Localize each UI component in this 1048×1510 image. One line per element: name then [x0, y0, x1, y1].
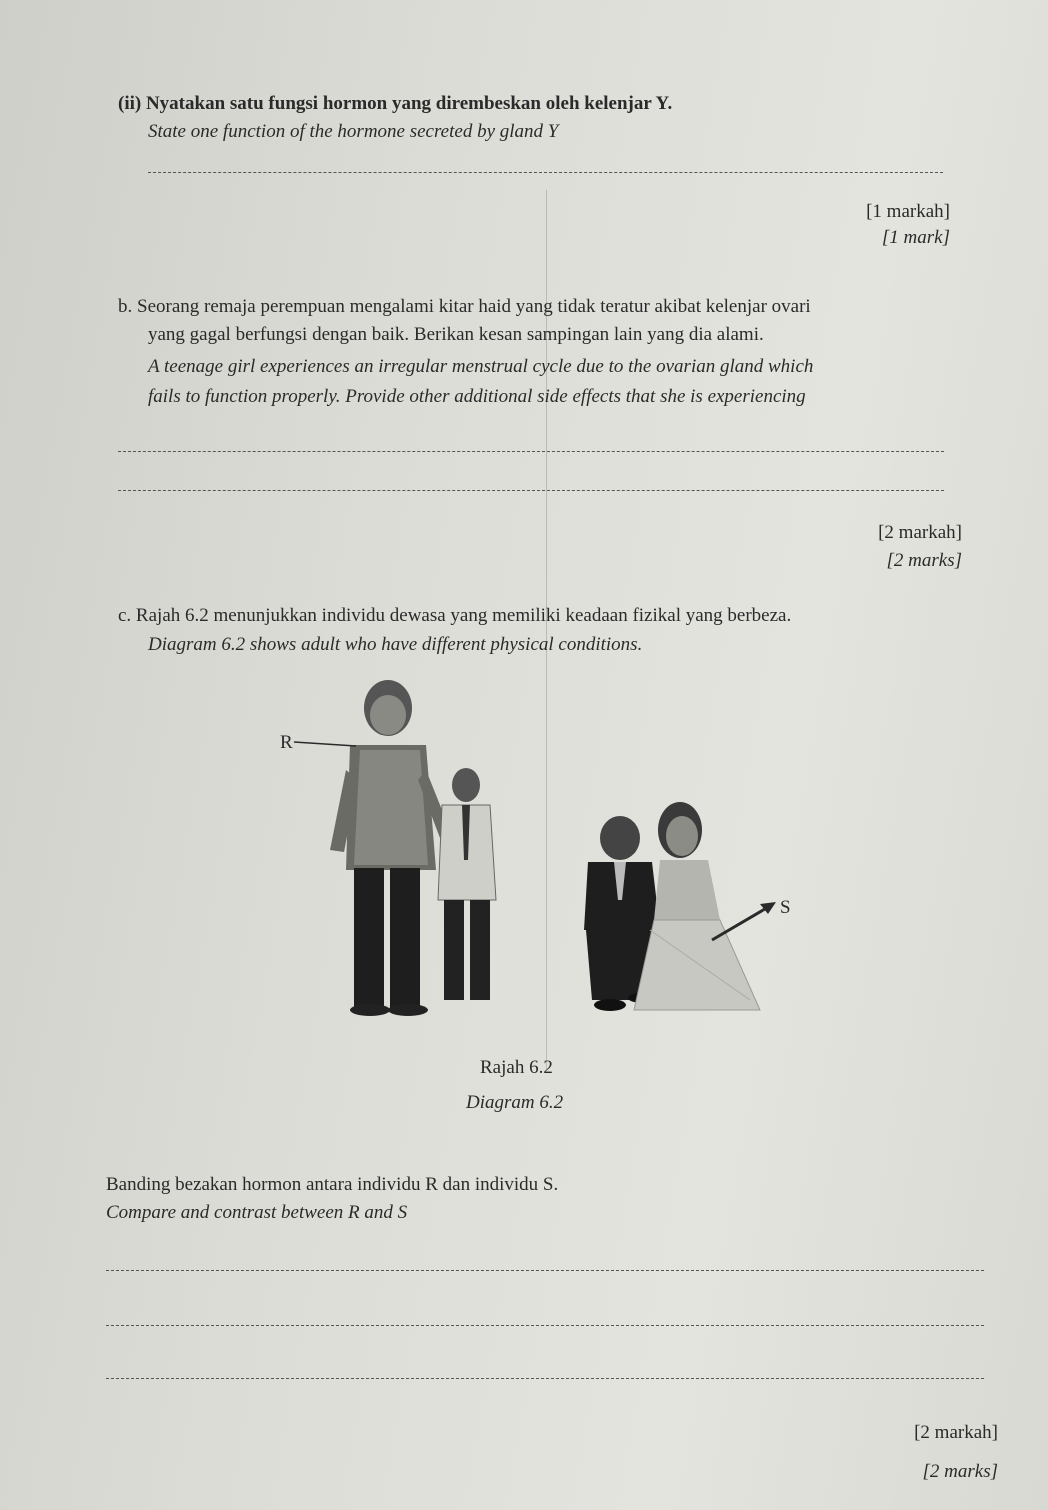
marks-english: [2 marks]: [886, 550, 962, 571]
question-b-malay-line1: b. Seorang remaja perempuan mengalami kitar haid yang tidak teratur akibat kelenjar ovari: [118, 296, 811, 317]
caption-english: Diagram 6.2: [466, 1092, 564, 1113]
question-b-english-line1: A teenage girl experiences an irregular menstrual cycle due to the ovarian gland which: [148, 356, 814, 377]
pointer-r: [294, 742, 356, 746]
marks-english: [2 marks]: [922, 1461, 998, 1482]
arrowhead-s: [760, 902, 776, 914]
marks-malay: [2 markah]: [878, 522, 962, 543]
question-c-ask-malay: Banding bezakan hormon antara individu R dan individu S.: [106, 1174, 559, 1195]
marks-malay: [1 markah]: [866, 201, 950, 222]
answer-line[interactable]: [106, 1325, 984, 1326]
answer-line[interactable]: [106, 1270, 984, 1271]
question-ii-malay: (ii) Nyatakan satu fungsi hormon yang dirembeskan oleh kelenjar Y.: [118, 93, 673, 114]
question-b-malay-line2: yang gagal berfungsi dengan baik. Berikan kesan sampingan lain yang dia alami.: [148, 324, 764, 345]
question-c-ask-english: Compare and contrast between R and S: [106, 1202, 408, 1223]
marks-english: [1 mark]: [881, 227, 950, 248]
question-b-english-line2: fails to function properly. Provide other additional side effects that she is experiencing: [148, 386, 806, 407]
answer-line[interactable]: [106, 1378, 984, 1379]
caption-malay: Rajah 6.2: [480, 1057, 553, 1078]
individual-r-figure: [330, 680, 450, 1016]
answer-line[interactable]: [118, 490, 944, 491]
diagram-illustration: [250, 670, 810, 1030]
short-man-figure: [438, 768, 496, 1000]
question-c-english: Diagram 6.2 shows adult who have different physical conditions.: [148, 634, 643, 655]
question-ii-english: State one function of the hormone secreted by gland Y: [148, 121, 559, 142]
diagram-6-2: [250, 670, 810, 1030]
label-r: R: [280, 732, 293, 753]
answer-line[interactable]: [118, 451, 944, 452]
marks-malay: [2 markah]: [914, 1422, 998, 1443]
label-s: S: [780, 897, 791, 918]
question-c-malay: c. Rajah 6.2 menunjukkan individu dewasa yang memiliki keadaan fizikal yang berbeza.: [118, 605, 792, 626]
answer-line[interactable]: [148, 172, 943, 173]
